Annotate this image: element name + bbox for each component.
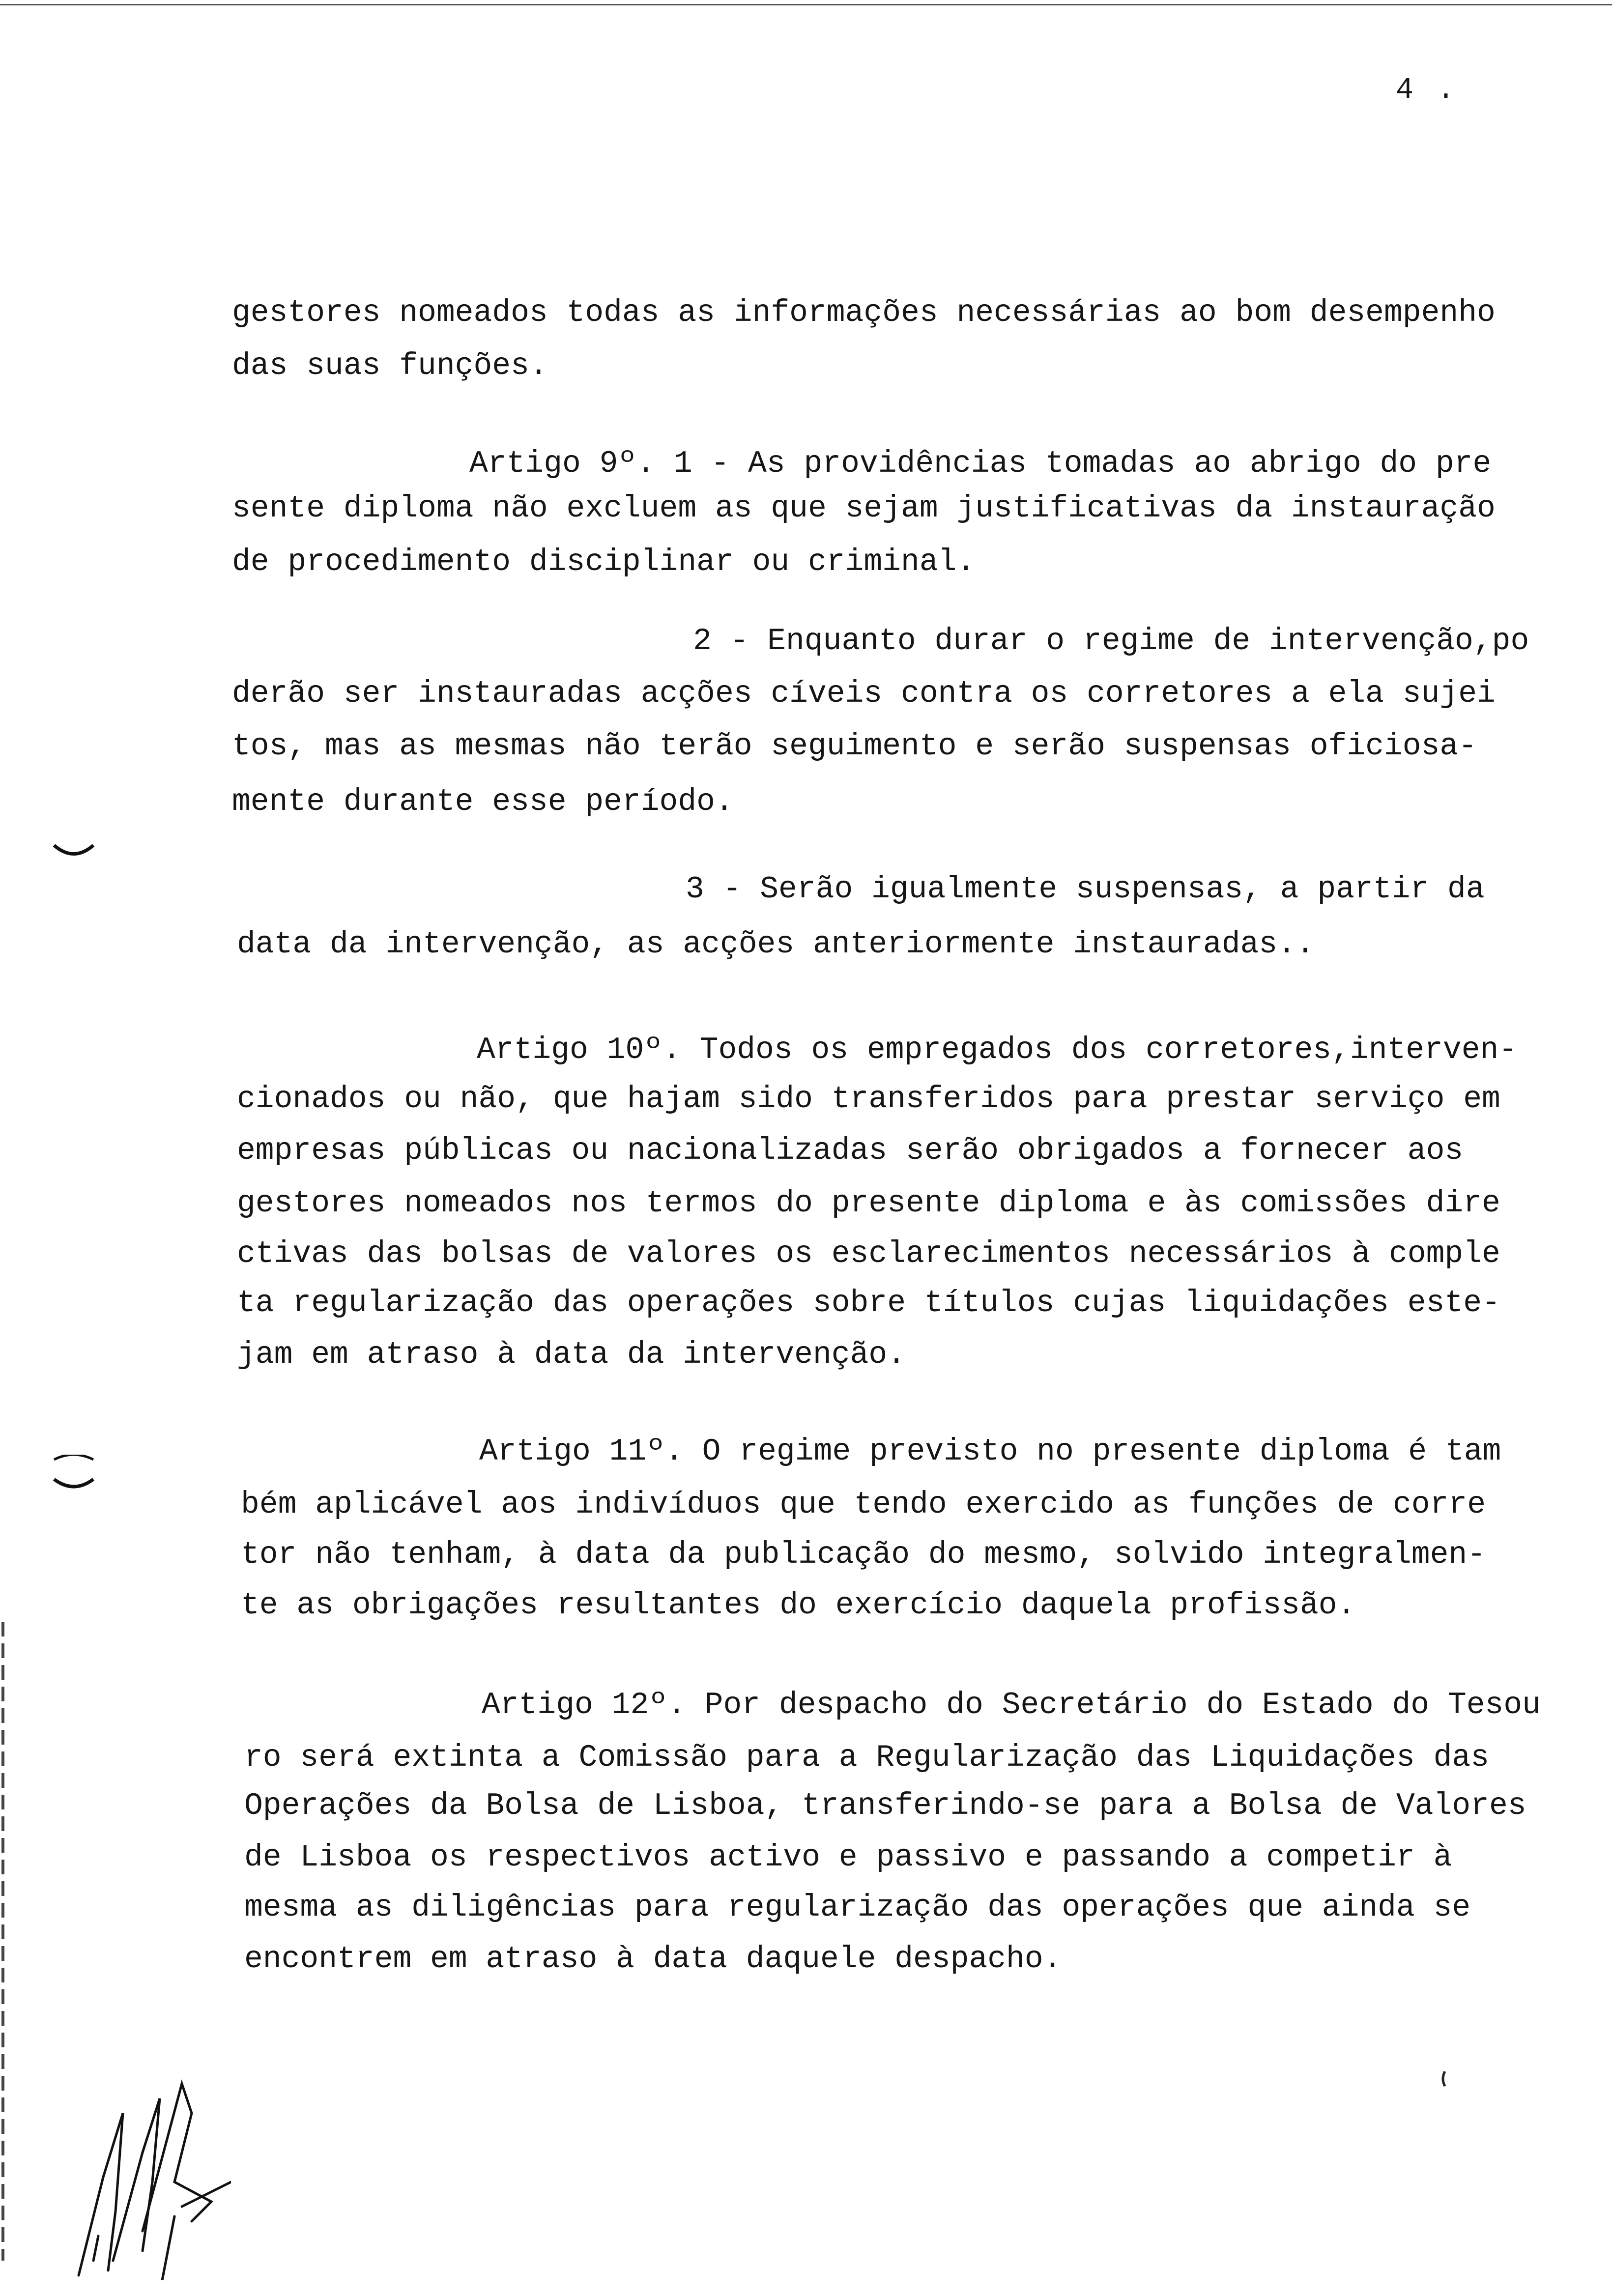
text-line: te as obrigações resultantes do exercício daquela profissão. <box>241 1588 1356 1623</box>
text-line: data da intervenção, as acções anteriormente instauradas.. <box>237 927 1315 962</box>
margin-dashed-line <box>0 1622 7 2261</box>
binder-hole-mark-icon <box>49 1469 98 1499</box>
article-9-item-3-line: 3 - Serão igualmente suspensas, a partir da <box>686 872 1485 907</box>
scan-speck-icon <box>1440 2069 1450 2089</box>
text-line: bém aplicável aos indivíduos que tendo exercido as funções de corre <box>241 1487 1486 1522</box>
text-line: tos, mas as mesmas não terão seguimento e serão suspensas oficiosa- <box>232 729 1477 764</box>
text-line: sente diploma não excluem as que sejam justificativas da instauração <box>232 491 1496 526</box>
text-line: gestores nomeados nos termos do presente diploma e às comissões dire <box>237 1186 1500 1221</box>
article-12-heading-line: Artigo 12º. Por despacho do Secretário do Estado do Tesou <box>482 1688 1541 1722</box>
article-10-heading-line: Artigo 10º. Todos os empregados dos corretores,interven- <box>477 1033 1518 1067</box>
page-number: 4 . <box>1396 74 1458 107</box>
text-line: ta regularização das operações sobre títulos cujas liquidações este- <box>237 1286 1500 1320</box>
text-line: ctivas das bolsas de valores os esclarecimentos necessários à comple <box>237 1236 1500 1271</box>
text-line: mente durante esse período. <box>232 784 734 819</box>
text-line: empresas públicas ou nacionalizadas serão obrigados a fornecer aos <box>237 1133 1464 1168</box>
text-line: mesma as diligências para regularização das operações que ainda se <box>244 1890 1471 1925</box>
article-11-heading-line: Artigo 11º. O regime previsto no presente diploma é tam <box>479 1434 1501 1469</box>
article-9-heading-line: Artigo 9º. 1 - As providências tomadas ao abrigo do pre <box>469 446 1492 481</box>
text-line: jam em atraso à data da intervenção. <box>237 1337 906 1372</box>
text-line: das suas funções. <box>232 348 548 383</box>
text-line: Operações da Bolsa de Lisboa, transferindo-se para a Bolsa de Valores <box>244 1788 1526 1823</box>
handwritten-initials <box>69 2054 231 2280</box>
article-9-item-2-line: 2 - Enquanto durar o regime de intervenção,po <box>693 624 1529 659</box>
text-line: cionados ou não, que hajam sido transferidos para prestar serviço em <box>237 1082 1500 1117</box>
text-line: ro será extinta a Comissão para a Regularização das Liquidações das <box>244 1740 1490 1775</box>
text-line: de Lisboa os respectivos activo e passivo e passando a competir à <box>244 1840 1452 1875</box>
top-edge-rule <box>0 4 1612 5</box>
text-line: derão ser instauradas acções cíveis contra os corretores a ela sujei <box>232 676 1496 711</box>
text-line: de procedimento disciplinar ou criminal. <box>232 545 976 579</box>
binder-hole-mark-icon <box>49 835 98 865</box>
text-line: gestores nomeados todas as informações necessárias ao bom desempenho <box>232 295 1496 330</box>
text-line: tor não tenham, à data da publicação do mesmo, solvido integralmen- <box>241 1537 1486 1572</box>
text-line: encontrem em atraso à data daquele despacho. <box>244 1942 1062 1977</box>
